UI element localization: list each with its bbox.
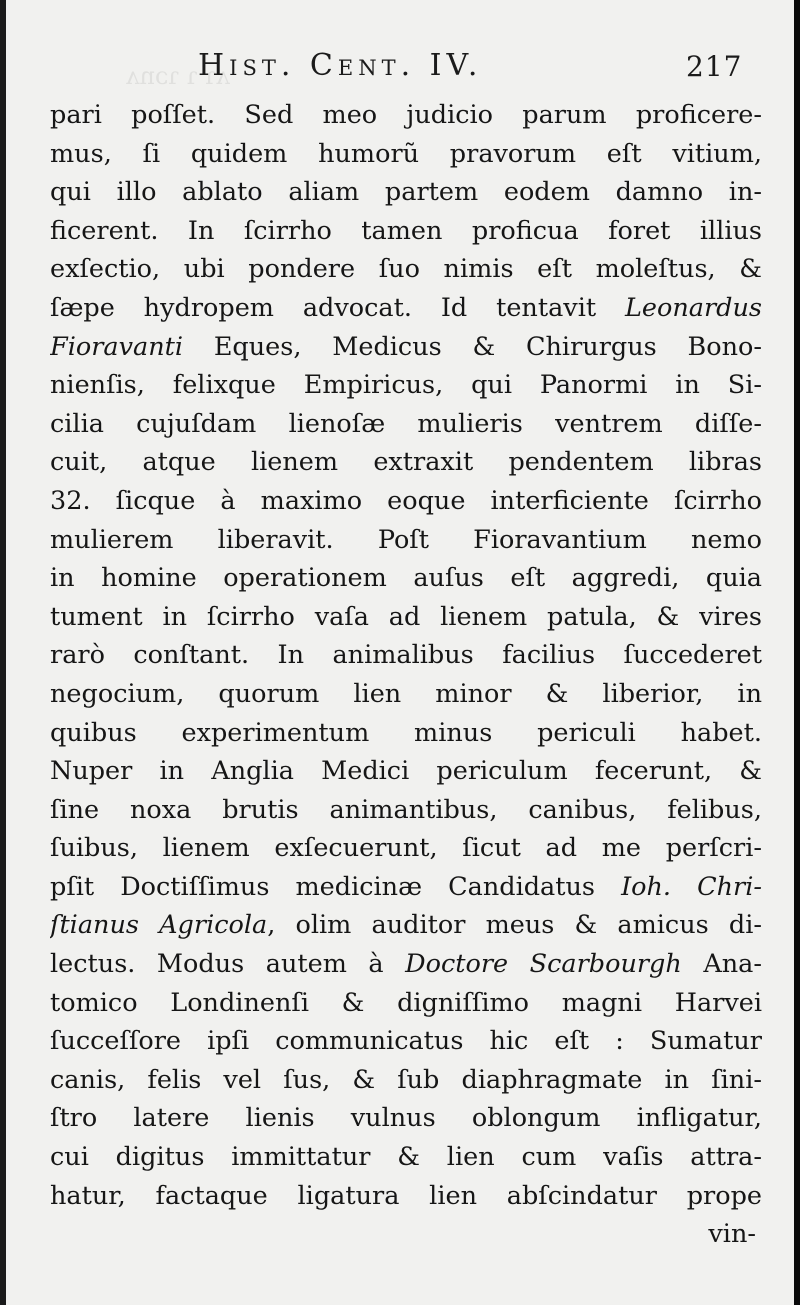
italic-name: Fioravanti (50, 331, 184, 362)
text-segment: Ana- (681, 949, 762, 980)
text-line (50, 521, 762, 560)
text-line (50, 1215, 762, 1254)
text-line (50, 945, 762, 984)
text-line (50, 366, 762, 405)
italic-name: Doctore Scarbourgh (405, 949, 682, 980)
italic-name: ſtianus Agricola (50, 910, 268, 941)
text-line (50, 559, 762, 598)
text-line (50, 598, 762, 637)
text-segment: Nuper in Anglia Medici periculum fecerunt, & (50, 756, 762, 787)
text-line (50, 1061, 762, 1100)
text-segment: in homine operationem auſus eſt aggredi, quia (50, 563, 762, 594)
scan-right-edge (794, 0, 800, 1305)
text-segment: , olim auditor meus & amicus di- (267, 910, 762, 941)
text-segment: ficerent. In ſcirrho tamen proficua foret illius (50, 215, 762, 246)
text-line (50, 250, 762, 289)
text-segment: pari poſſet. Sed meo judicio parum proficere- (50, 100, 762, 130)
text-segment: nienſis, felixque Empiricus, qui Panormi in Si- (50, 370, 762, 401)
text-segment: cilia cujuſdam lienoſæ mulieris ventrem diſſe- (50, 408, 762, 439)
text-segment: 32. ſicque à maximo eoque interficiente ſcirrho (50, 485, 762, 516)
text-segment: negocium, quorum lien minor & liberior, in (50, 678, 762, 709)
text-segment: vin- (708, 1219, 756, 1250)
text-segment: exſectio, ubi pondere ſuo nimis eſt moleſtus, & (50, 254, 762, 285)
text-segment: tument in ſcirrho vaſa ad lienem patula, & vires (50, 601, 762, 632)
text-line (50, 173, 762, 212)
text-line (50, 135, 762, 174)
text-line (50, 96, 762, 135)
text-line (50, 868, 762, 907)
text-segment: ſæpe hydropem advocat. Id tentavit (50, 292, 625, 323)
text-line (50, 405, 762, 444)
text-segment: cui digitus immittatur & lien cum vaſis attra- (50, 1142, 762, 1173)
text-segment: rarò conſtant. In animalibus facilius ſuccederet (50, 640, 762, 671)
text-segment: tomico Londinenſi & digniſſimo magni Harvei (50, 987, 762, 1018)
text-line (50, 482, 762, 521)
text-segment: ſtro latere lienis vulnus oblongum infligatur, (50, 1103, 762, 1134)
text-line (50, 791, 762, 830)
text-segment: quibus experimentum minus periculi habet. (50, 717, 762, 748)
text-line (50, 1022, 762, 1061)
text-segment: ſucceſſore ipſi communicatus hic eſt : Sumatur (50, 1026, 762, 1057)
text-segment: pſit Doctiſſimus medicinæ Candidatus (50, 871, 622, 902)
text-segment: mulierem liberavit. Poſt Fioravantium nemo (50, 524, 762, 555)
text-line (50, 443, 762, 482)
text-segment: ſine noxa brutis animantibus, canibus, felibus, (50, 794, 762, 825)
text-line (50, 328, 762, 367)
text-line (50, 212, 762, 251)
text-line (50, 714, 762, 753)
running-head-title: Hist. Cent. IV. (198, 48, 483, 83)
text-line (50, 636, 762, 675)
page-number: 217 (686, 50, 743, 83)
text-segment: ſuibus, lienem exſecuerunt, ſicut ad me perſcri- (50, 833, 762, 864)
text-segment: cuit, atque lienem extraxit pendentem libras (50, 447, 762, 478)
text-line (50, 906, 762, 945)
text-segment: hatur, factaque ligatura lien abſcindatur prope (50, 1180, 762, 1211)
text-segment: qui illo ablato aliam partem eodem damno in- (50, 177, 762, 208)
italic-name: Leonardus (624, 292, 762, 323)
text-segment: Eques, Medicus & Chirurgus Bono- (183, 331, 762, 362)
text-segment: mus, ſi quidem humorũ pravorum eſt vitium, (50, 138, 762, 169)
text-line (50, 289, 762, 328)
running-head (6, 48, 794, 98)
text-segment: canis, felis vel ſus, & ſub diaphragmate in ſini- (50, 1064, 762, 1095)
text-line (50, 675, 762, 714)
body-text (50, 96, 762, 1254)
text-line (50, 1099, 762, 1138)
text-line (50, 752, 762, 791)
text-line (50, 1138, 762, 1177)
text-line (50, 829, 762, 868)
text-line (50, 984, 762, 1023)
book-page (6, 0, 794, 1305)
text-line (50, 1177, 762, 1216)
show-through-text: ʌɿ ɿ ɿɔnʌ (126, 62, 230, 90)
italic-name: Ioh. Chri- (621, 871, 762, 902)
text-segment: lectus. Modus autem à (50, 949, 406, 980)
